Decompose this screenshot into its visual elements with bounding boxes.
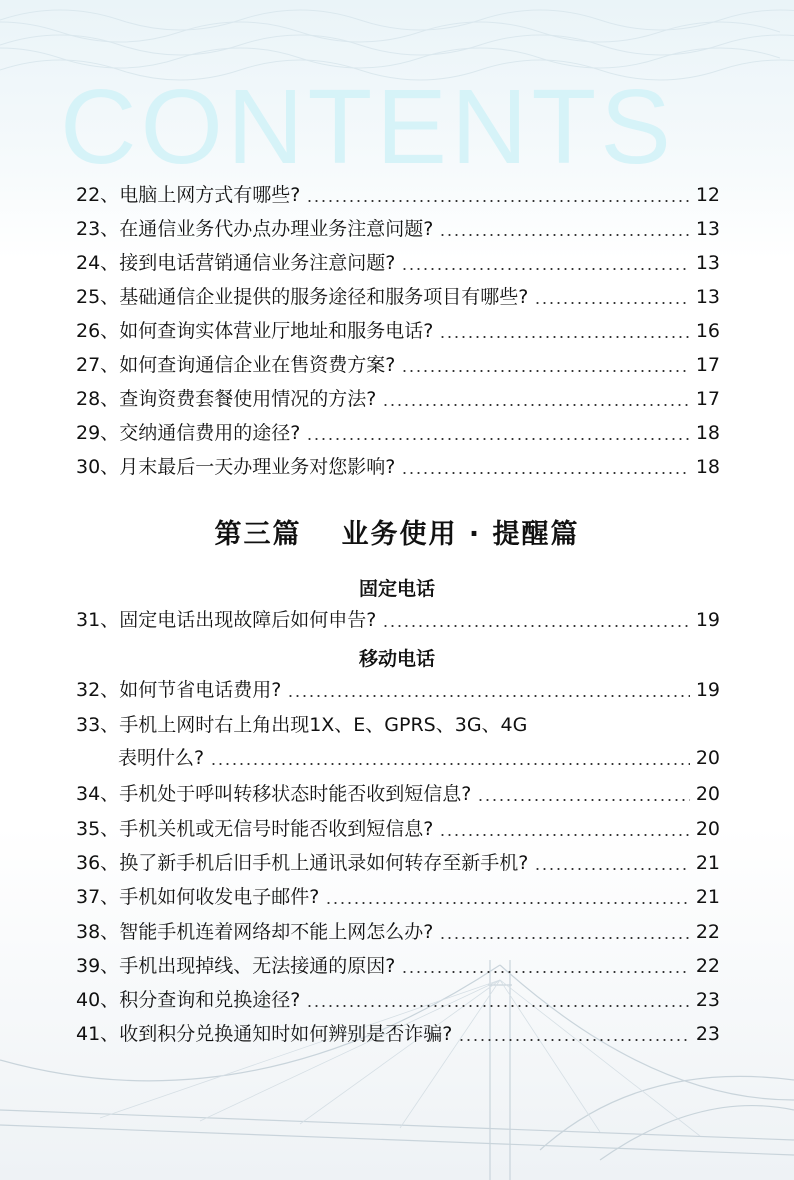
wave-pattern xyxy=(0,10,794,80)
subsection-heading-fixed-phone: 固定电话 xyxy=(358,578,435,600)
entry-text: 40、积分查询和兑换途径? xyxy=(76,989,301,1011)
entry-text: 37、手机如何收发电子邮件? xyxy=(76,886,320,908)
page-number: 17 xyxy=(695,388,720,410)
toc-entry[interactable] xyxy=(76,415,720,445)
dot-leader xyxy=(306,438,690,440)
page-number: 20 xyxy=(695,783,720,805)
toc-entry[interactable] xyxy=(76,279,720,309)
toc-entry[interactable] xyxy=(76,177,720,207)
dot-leader xyxy=(210,763,690,765)
page-number: 16 xyxy=(695,320,720,342)
dot-leader xyxy=(458,1039,690,1041)
page-number: 19 xyxy=(695,679,720,701)
toc-entry[interactable] xyxy=(76,776,720,806)
entry-text: 29、交纳通信费用的途径? xyxy=(76,422,301,444)
toc-entry[interactable] xyxy=(76,211,720,241)
toc-entry-line2[interactable] xyxy=(118,740,720,770)
entry-text: 34、手机处于呼叫转移状态时能否收到短信息? xyxy=(76,783,472,805)
toc-entry[interactable] xyxy=(76,948,720,978)
toc-entry[interactable] xyxy=(76,914,720,944)
dot-leader xyxy=(534,868,690,870)
toc-entry[interactable] xyxy=(76,845,720,875)
toc-entry[interactable] xyxy=(76,449,720,479)
contents-watermark: CONTENTS xyxy=(60,72,675,182)
dot-leader xyxy=(439,834,690,836)
toc-entry[interactable] xyxy=(76,381,720,411)
page-number: 21 xyxy=(695,852,720,874)
page-number: 18 xyxy=(695,422,720,444)
dot-leader xyxy=(401,472,690,474)
dot-leader xyxy=(401,268,690,270)
dot-leader xyxy=(534,302,690,304)
dot-leader xyxy=(439,234,690,236)
page-number: 13 xyxy=(695,286,720,308)
entry-text: 35、手机关机或无信号时能否收到短信息? xyxy=(76,818,434,840)
dot-leader xyxy=(306,1005,690,1007)
dot-leader xyxy=(439,336,690,338)
dot-leader xyxy=(477,799,690,801)
page-number: 22 xyxy=(695,921,720,943)
page-number: 13 xyxy=(695,218,720,240)
page-number: 19 xyxy=(695,609,720,631)
entry-text: 30、月末最后一天办理业务对您影响? xyxy=(76,456,396,478)
toc-entry[interactable] xyxy=(76,245,720,275)
toc-entry-line1[interactable] xyxy=(76,707,720,737)
dot-leader xyxy=(401,971,690,973)
dot-leader xyxy=(439,937,690,939)
page-number: 13 xyxy=(695,252,720,274)
entry-text: 24、接到电话营销通信业务注意问题? xyxy=(76,252,396,274)
dot-leader xyxy=(382,404,690,406)
toc-entry[interactable] xyxy=(76,811,720,841)
page-number: 17 xyxy=(695,354,720,376)
entry-text: 33、手机上网时右上角出现1X、E、GPRS、3G、4G xyxy=(76,714,528,736)
entry-text: 39、手机出现掉线、无法接通的原因? xyxy=(76,955,396,977)
dot-leader xyxy=(306,200,690,202)
toc-entry[interactable] xyxy=(76,982,720,1012)
dot-leader xyxy=(382,625,690,627)
page-number: 12 xyxy=(695,184,720,206)
toc-entry[interactable] xyxy=(76,1016,720,1046)
part-title: 业务使用 · 提醒篇 xyxy=(341,519,580,550)
entry-text: 22、电脑上网方式有哪些? xyxy=(76,184,301,206)
toc-entry[interactable] xyxy=(76,672,720,702)
entry-text: 26、如何查询实体营业厅地址和服务电话? xyxy=(76,320,434,342)
part-label: 第三篇 xyxy=(214,519,302,550)
subsection-heading-mobile-phone: 移动电话 xyxy=(358,648,435,670)
entry-text: 31、固定电话出现故障后如何申告? xyxy=(76,609,377,631)
toc-entry[interactable] xyxy=(76,879,720,909)
page-number: 23 xyxy=(695,989,720,1011)
page-number: 20 xyxy=(695,747,720,769)
part-heading xyxy=(0,512,794,551)
entry-text: 28、查询资费套餐使用情况的方法? xyxy=(76,388,377,410)
entry-text: 27、如何查询通信企业在售资费方案? xyxy=(76,354,396,376)
entry-text: 23、在通信业务代办点办理业务注意问题? xyxy=(76,218,434,240)
page-number: 21 xyxy=(695,886,720,908)
entry-text: 32、如何节省电话费用? xyxy=(76,679,282,701)
entry-text: 36、换了新手机后旧手机上通讯录如何转存至新手机? xyxy=(76,852,529,874)
page-number: 18 xyxy=(695,456,720,478)
dot-leader xyxy=(325,902,690,904)
dot-leader xyxy=(401,370,690,372)
entry-text: 38、智能手机连着网络却不能上网怎么办? xyxy=(76,921,434,943)
toc-entry[interactable] xyxy=(76,347,720,377)
entry-text: 25、基础通信企业提供的服务途径和服务项目有哪些? xyxy=(76,286,529,308)
entry-text: 表明什么? xyxy=(118,747,205,769)
page-number: 23 xyxy=(695,1023,720,1045)
page-number: 20 xyxy=(695,818,720,840)
toc-entry[interactable] xyxy=(76,313,720,343)
dot-leader xyxy=(287,695,690,697)
toc-entry[interactable] xyxy=(76,602,720,632)
page-number: 22 xyxy=(695,955,720,977)
entry-text: 41、收到积分兑换通知时如何辨别是否诈骗? xyxy=(76,1023,453,1045)
